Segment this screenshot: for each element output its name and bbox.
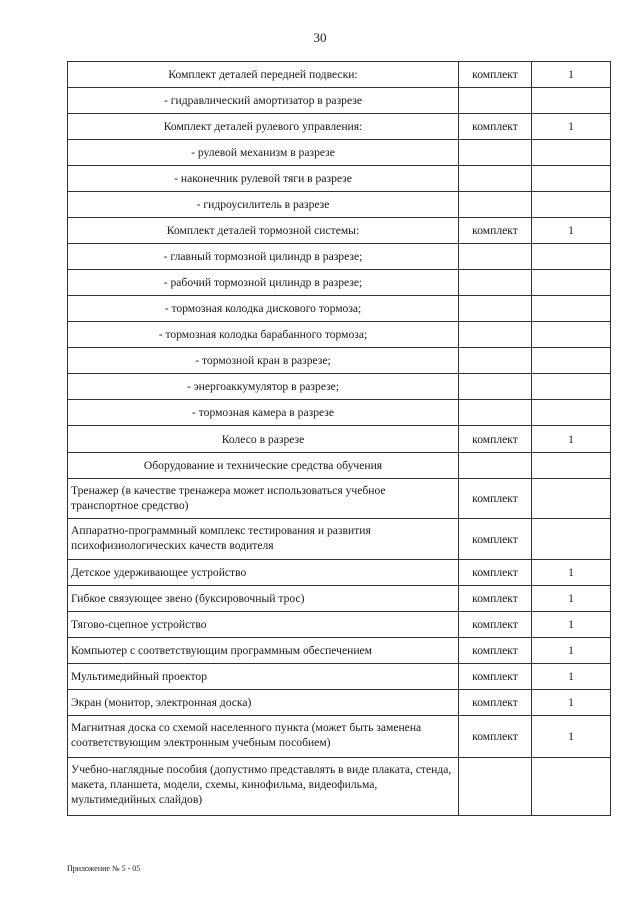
quantity-cell	[532, 758, 611, 816]
equipment-table-body	[68, 62, 611, 816]
quantity-cell: 1	[532, 690, 611, 716]
item-name-cell: Аппаратно-программный комплекс тестирования и развития психофизиологических качеств водителя	[68, 519, 459, 560]
table-row	[68, 400, 611, 426]
item-name-cell: Комплект деталей тормозной системы:	[68, 218, 459, 244]
item-name-cell: Гибкое связующее звено (буксировочный трос)	[68, 586, 459, 612]
unit-cell: комплект	[459, 218, 532, 244]
quantity-cell	[532, 348, 611, 374]
table-row	[68, 88, 611, 114]
unit-cell	[459, 192, 532, 218]
table-row	[68, 560, 611, 586]
item-name-cell: Комплект деталей рулевого управления:	[68, 114, 459, 140]
unit-cell	[459, 453, 532, 479]
item-name-cell: Тягово-сцепное устройство	[68, 612, 459, 638]
unit-cell	[459, 374, 532, 400]
table-row	[68, 664, 611, 690]
unit-cell: комплект	[459, 114, 532, 140]
quantity-cell	[532, 519, 611, 560]
quantity-cell: 1	[532, 62, 611, 88]
quantity-cell	[532, 244, 611, 270]
item-name-cell: Учебно-наглядные пособия (допустимо представлять в виде плаката, стенда, макета, планшета, модели, схемы, кинофильма, видеофильма, мультимедийных слайдов)	[68, 758, 459, 816]
unit-cell: комплект	[459, 638, 532, 664]
item-name-cell: - энергоаккумулятор в разрезе;	[68, 374, 459, 400]
item-name-cell: Компьютер с соответствующим программным обеспечением	[68, 638, 459, 664]
quantity-cell	[532, 322, 611, 348]
table-row	[68, 374, 611, 400]
item-name-cell: Магнитная доска со схемой населенного пункта (может быть заменена соответствующим электронным учебным пособием)	[68, 716, 459, 758]
quantity-cell: 1	[532, 218, 611, 244]
quantity-cell	[532, 453, 611, 479]
unit-cell	[459, 140, 532, 166]
table-row	[68, 296, 611, 322]
item-name-cell: - тормозной кран в разрезе;	[68, 348, 459, 374]
unit-cell: комплект	[459, 690, 532, 716]
unit-cell: комплект	[459, 612, 532, 638]
table-row	[68, 218, 611, 244]
page-number: 30	[313, 30, 327, 45]
table-row	[68, 479, 611, 519]
unit-cell: комплект	[459, 62, 532, 88]
unit-cell	[459, 244, 532, 270]
quantity-cell	[532, 479, 611, 519]
table-row	[68, 192, 611, 218]
unit-cell	[459, 296, 532, 322]
item-name-cell: - рулевой механизм в разрезе	[68, 140, 459, 166]
item-name-cell: Мультимедийный проектор	[68, 664, 459, 690]
item-name-cell: - главный тормозной цилиндр в разрезе;	[68, 244, 459, 270]
unit-cell: комплект	[459, 426, 532, 453]
item-name-cell: - гидравлический амортизатор в разрезе	[68, 88, 459, 114]
quantity-cell: 1	[532, 612, 611, 638]
table-row	[68, 62, 611, 88]
quantity-cell	[532, 88, 611, 114]
quantity-cell	[532, 270, 611, 296]
quantity-cell	[532, 374, 611, 400]
table-row	[68, 166, 611, 192]
table-row	[68, 716, 611, 758]
item-name-cell: - наконечник рулевой тяги в разрезе	[68, 166, 459, 192]
unit-cell	[459, 400, 532, 426]
unit-cell: комплект	[459, 560, 532, 586]
item-name-cell: Тренажер (в качестве тренажера может использоваться учебное транспортное средство)	[68, 479, 459, 519]
table-row	[68, 270, 611, 296]
quantity-cell: 1	[532, 426, 611, 453]
quantity-cell	[532, 296, 611, 322]
item-name-cell: - рабочий тормозной цилиндр в разрезе;	[68, 270, 459, 296]
table-row	[68, 426, 611, 453]
table-row	[68, 244, 611, 270]
footer-note: Приложение № 5 - 05	[67, 864, 141, 873]
quantity-cell	[532, 400, 611, 426]
equipment-table	[67, 61, 611, 816]
unit-cell: комплект	[459, 479, 532, 519]
table-row	[68, 453, 611, 479]
quantity-cell	[532, 166, 611, 192]
table-row	[68, 140, 611, 166]
quantity-cell: 1	[532, 560, 611, 586]
item-name-cell: - тормозная колодка дискового тормоза;	[68, 296, 459, 322]
quantity-cell	[532, 140, 611, 166]
unit-cell: комплект	[459, 716, 532, 758]
quantity-cell: 1	[532, 586, 611, 612]
unit-cell	[459, 758, 532, 816]
item-name-cell: - тормозная колодка барабанного тормоза;	[68, 322, 459, 348]
item-name-cell: Экран (монитор, электронная доска)	[68, 690, 459, 716]
table-row	[68, 114, 611, 140]
unit-cell	[459, 322, 532, 348]
unit-cell: комплект	[459, 586, 532, 612]
item-name-cell: Колесо в разрезе	[68, 426, 459, 453]
unit-cell: комплект	[459, 519, 532, 560]
table-row	[68, 322, 611, 348]
item-name-cell: Детское удерживающее устройство	[68, 560, 459, 586]
table-row	[68, 612, 611, 638]
quantity-cell	[532, 192, 611, 218]
unit-cell	[459, 270, 532, 296]
item-name-cell: - тормозная камера в разрезе	[68, 400, 459, 426]
item-name-cell: - гидроусилитель в разрезе	[68, 192, 459, 218]
quantity-cell: 1	[532, 638, 611, 664]
table-row	[68, 638, 611, 664]
item-name-cell: Комплект деталей передней подвески:	[68, 62, 459, 88]
unit-cell	[459, 348, 532, 374]
quantity-cell: 1	[532, 114, 611, 140]
unit-cell	[459, 88, 532, 114]
table-row	[68, 758, 611, 816]
quantity-cell: 1	[532, 716, 611, 758]
table-row	[68, 519, 611, 560]
table-row	[68, 348, 611, 374]
item-name-cell: Оборудование и технические средства обучения	[68, 453, 459, 479]
table-row	[68, 690, 611, 716]
quantity-cell: 1	[532, 664, 611, 690]
unit-cell	[459, 166, 532, 192]
table-row	[68, 586, 611, 612]
unit-cell: комплект	[459, 664, 532, 690]
